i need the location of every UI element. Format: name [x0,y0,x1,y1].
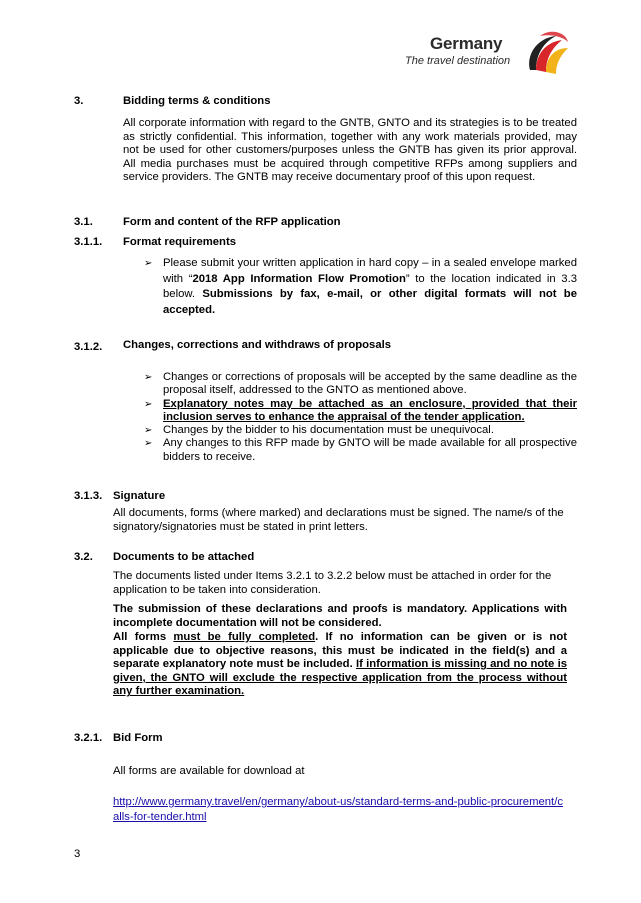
text-run-underlined: If information is missing and no note is given, the GNTO will exclude the respective application from the process without any further examination. [113,658,568,698]
download-link-wrapper [113,795,567,825]
arrow-bullet-icon: ➢ [144,425,153,437]
format-requirements-list [144,256,577,318]
text-run: . If no information can be given or is not applicable due to objective reasons, this must be indicated in the field(s) and a separate explanatory note must be included. [113,631,567,671]
text-run: All forms [113,631,174,643]
list-item-text-bold: Submissions by fax, e-mail, or other digital formats will not be accepted. [163,288,577,316]
section-text: The documents listed under Items 3.2.1 to 3.2.2 below must be attached in order for the application to be taken into consideration. [113,570,552,596]
section-text: All forms are available for download at [113,765,305,777]
section-number: 3.1.2. [74,341,103,353]
arrow-bullet-icon: ➢ [144,258,153,269]
list-item [144,256,577,318]
section-title: Form and content of the RFP application [123,216,341,228]
section-text-bold [113,631,567,699]
section-number: 3.2. [74,551,93,563]
section-number: 3.1.3. [74,490,103,502]
section-title: Bid Form [113,732,163,744]
section-text: All corporate information with regard to the GNTB, GNTO and its strategies is to be treated as strictly confidential. This information, together with any work materials provided, may not be used for other customers/purposes unless the GNTB has given its prior approval. All media purchases must be acquired through competitive RFPs among suppliers and service providers. The GNTB may receive documentary proof of this upon request. [123,117,577,184]
list-item-text-bold: Explanatory notes may be attached as an enclosure, provided that their inclusion serves to enhance the appraisal of the tender application. [163,397,577,423]
flag-swoosh-icon [522,30,572,76]
list-item [144,437,577,464]
arrow-bullet-icon: ➢ [144,438,153,450]
logo-title: Germany [430,34,503,53]
section-text: All documents, forms (where marked) and declarations must be signed. The name/s of the signatory/signatories must be stated in print letters. [113,507,564,533]
list-item [144,371,577,398]
section-text-bold: The submission of these declarations and proofs is mandatory. Applications with incomplete documentation will not be considered. [113,603,567,629]
list-item [144,424,577,437]
list-item-text: Please submit your written application in hard copy – in a sealed envelope marked with “ [163,257,577,285]
arrow-bullet-icon: ➢ [144,398,153,410]
section-title: Documents to be attached [113,551,255,563]
list-item-text: Changes or corrections of proposals will be accepted by the same deadline as the proposal itself, addressed to the GNTO as mentioned above. [163,371,577,397]
page-number: 3 [74,848,81,860]
list-item [144,397,577,425]
list-item-text: Changes by the bidder to his documentation must be unequivocal. [163,424,494,437]
section-number: 3.2.1. [74,732,103,744]
arrow-bullet-icon: ➢ [144,372,153,383]
section-number: 3. [74,95,84,107]
section-title: Changes, corrections and withdraws of proposals [123,339,392,351]
list-item-text: ” to the location indicated in 3.3 below. [163,272,577,300]
text-run-underlined: must be fully completed [173,631,316,643]
logo-subtitle: The travel destination [405,55,511,67]
section-number: 3.1.1. [74,236,103,248]
section-title: Format requirements [123,236,236,248]
list-item-text: Any changes to this RFP made by GNTO will be made available for all prospective bidders to receive. [163,437,577,463]
list-item-text-bold: 2018 App Information Flow Promotion [192,272,406,285]
section-number: 3.1. [74,216,93,228]
germany-logo [404,30,574,76]
section-title: Signature [113,490,166,502]
changes-list [144,371,577,464]
section-title: Bidding terms & conditions [123,95,271,107]
calls-for-tender-link[interactable]: http://www.germany.travel/en/germany/about-us/standard-terms-and-public-procurement/calls-for-tender.html [113,796,563,823]
